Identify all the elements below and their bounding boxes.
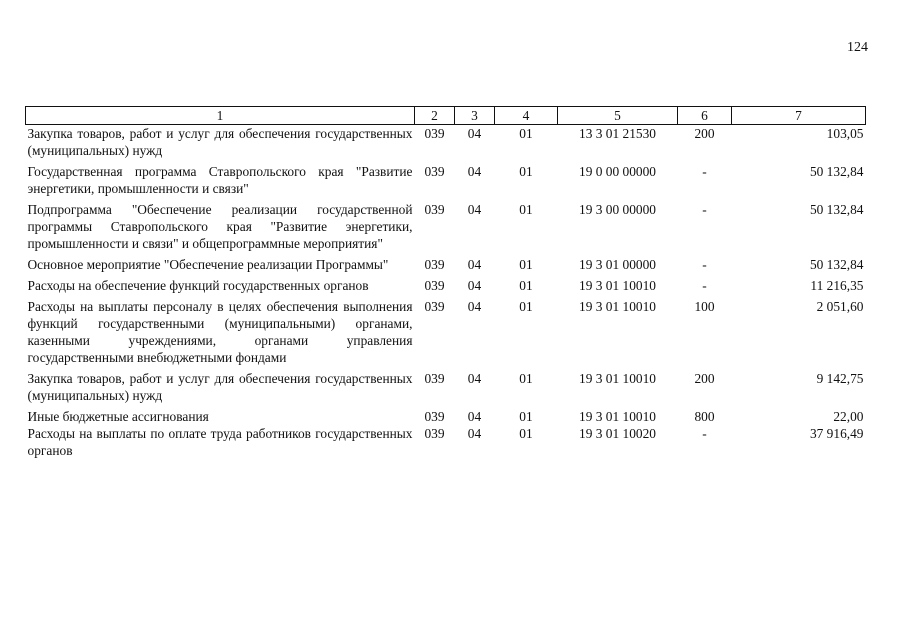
row-subsection-code: 01 [519, 409, 533, 424]
row-subsection-code: 01 [519, 299, 533, 314]
row-name: Расходы на выплаты персоналу в целях обеспечения выполнения функций государственными (муниципальными) органами, казенными учреждениями, органами управления государственными внебюджетными фондами [27, 299, 413, 365]
table-row [26, 298, 866, 370]
row-name: Расходы на обеспечение функций государственных органов [27, 278, 369, 293]
header-col-5: 5 [558, 107, 678, 125]
row-expense-type: 100 [694, 299, 715, 314]
row-ministry-code: 039 [424, 409, 445, 424]
header-col-3: 3 [455, 107, 495, 125]
row-subsection-code: 01 [519, 426, 533, 441]
row-ministry-code: 039 [424, 299, 445, 314]
row-section-code: 04 [467, 426, 482, 441]
row-section-code: 04 [467, 126, 482, 141]
table-row [26, 125, 866, 164]
page-number: 124 [847, 40, 868, 55]
table-row [26, 425, 866, 463]
row-ministry-code: 039 [424, 426, 445, 441]
row-name: Закупка товаров, работ и услуг для обеспечения государственных (муниципальных) нужд [27, 126, 413, 158]
header-col-6: 6 [678, 107, 732, 125]
header-col-1: 1 [26, 107, 415, 125]
header-col-2: 2 [415, 107, 455, 125]
table-row [26, 277, 866, 298]
row-amount: 103,05 [826, 126, 864, 141]
row-section-code: 04 [467, 202, 482, 217]
row-subsection-code: 01 [519, 257, 533, 272]
row-target-article: 19 3 00 00000 [579, 202, 656, 217]
row-name: Закупка товаров, работ и услуг для обеспечения государственных (муниципальных) нужд [27, 371, 413, 403]
table-row [26, 408, 866, 425]
row-amount: 2 051,60 [816, 299, 864, 314]
row-name: Подпрограмма "Обеспечение реализации государственной программы Ставропольского края "Развитие энергетики, промышленности и связи" и общепрограммные мероприятия" [27, 202, 413, 251]
row-target-article: 13 3 01 21530 [579, 126, 656, 141]
row-subsection-code: 01 [519, 126, 533, 141]
row-amount: 37 916,49 [809, 426, 864, 441]
row-target-article: 19 3 01 10010 [579, 299, 656, 314]
row-ministry-code: 039 [424, 202, 445, 217]
row-amount: 50 132,84 [809, 257, 864, 272]
row-expense-type: - [702, 164, 707, 179]
row-section-code: 04 [467, 371, 482, 386]
row-target-article: 19 3 01 10010 [579, 371, 656, 386]
row-name: Иные бюджетные ассигнования [27, 409, 209, 424]
row-section-code: 04 [467, 409, 482, 424]
row-ministry-code: 039 [424, 126, 445, 141]
header-col-4: 4 [495, 107, 558, 125]
budget-table [25, 106, 866, 463]
table-row [26, 201, 866, 256]
row-expense-type: - [702, 257, 707, 272]
row-target-article: 19 0 00 00000 [579, 164, 656, 179]
row-amount: 22,00 [833, 409, 864, 424]
row-amount: 50 132,84 [809, 164, 864, 179]
table-row [26, 256, 866, 277]
row-expense-type: - [702, 278, 707, 293]
row-section-code: 04 [467, 278, 482, 293]
row-amount: 50 132,84 [809, 202, 864, 217]
row-name: Расходы на выплаты по оплате труда работников государственных органов [27, 426, 413, 458]
row-name: Государственная программа Ставропольского края "Развитие энергетики, промышленности и связи" [27, 164, 413, 196]
row-ministry-code: 039 [424, 164, 445, 179]
row-expense-type: - [702, 426, 707, 441]
row-ministry-code: 039 [424, 371, 445, 386]
row-expense-type: 200 [694, 371, 715, 386]
header-col-7: 7 [732, 107, 866, 125]
row-amount: 9 142,75 [816, 371, 864, 386]
row-subsection-code: 01 [519, 278, 533, 293]
row-section-code: 04 [467, 164, 482, 179]
row-ministry-code: 039 [424, 257, 445, 272]
row-section-code: 04 [467, 257, 482, 272]
row-target-article: 19 3 01 10020 [579, 426, 656, 441]
row-expense-type: 200 [694, 126, 715, 141]
row-subsection-code: 01 [519, 202, 533, 217]
row-subsection-code: 01 [519, 164, 533, 179]
row-subsection-code: 01 [519, 371, 533, 386]
table-header-row [26, 107, 866, 125]
row-target-article: 19 3 01 10010 [579, 278, 656, 293]
row-name: Основное мероприятие "Обеспечение реализации Программы" [27, 257, 389, 272]
row-target-article: 19 3 01 10010 [579, 409, 656, 424]
row-expense-type: - [702, 202, 707, 217]
table-row [26, 163, 866, 201]
row-target-article: 19 3 01 00000 [579, 257, 656, 272]
table-row [26, 370, 866, 408]
row-ministry-code: 039 [424, 278, 445, 293]
row-amount: 11 216,35 [810, 278, 864, 293]
row-expense-type: 800 [694, 409, 715, 424]
row-section-code: 04 [467, 299, 482, 314]
